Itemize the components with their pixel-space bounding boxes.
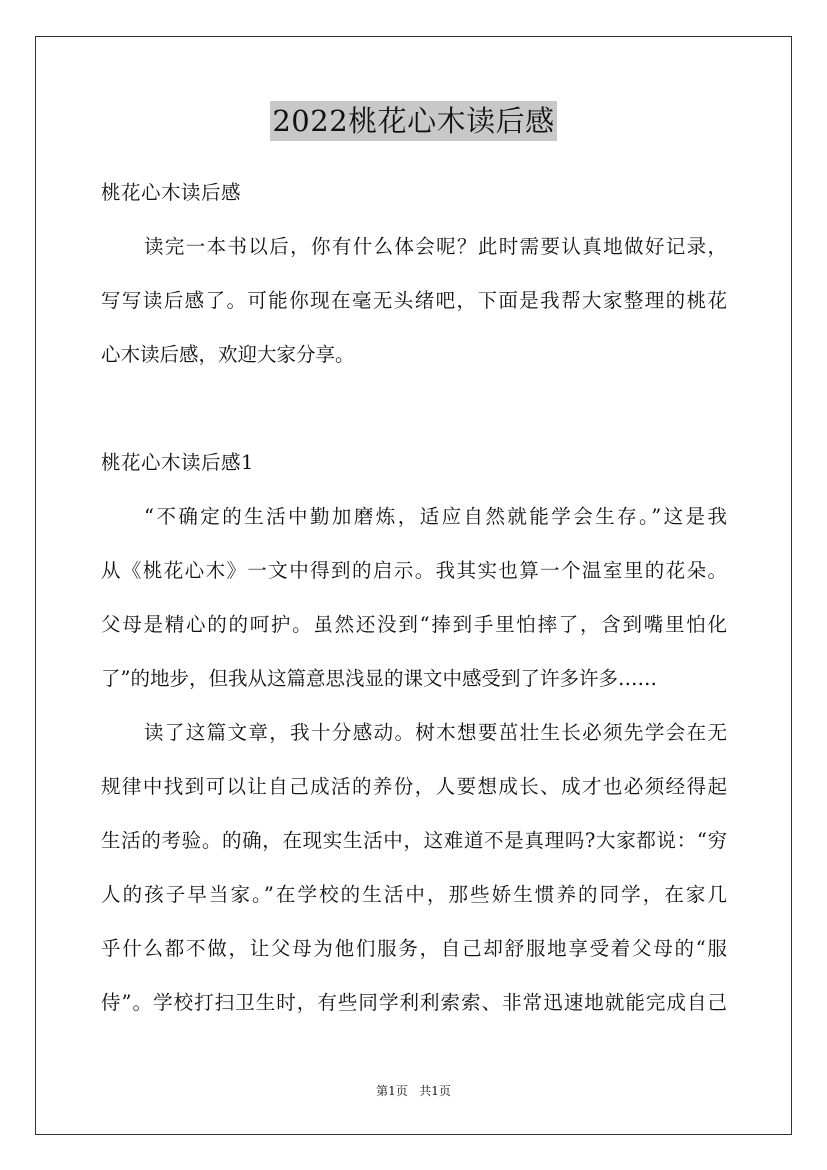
paragraph-line: 乎什么都不做，让父母为他们服务，自己却舒服地享受着父母的“服 bbox=[101, 937, 727, 960]
paragraph-line: 规律中找到可以让自己成活的养份，人要想成长、成才也必须经得起 bbox=[101, 775, 727, 798]
paragraph-line: 从《桃花心木》一文中得到的启示。我其实也算一个温室里的花朵。 bbox=[101, 559, 727, 582]
paragraph-line: “不确定的生活中勤加磨炼，适应自然就能学会生存。”这是我 bbox=[144, 505, 727, 528]
page-footer: 第1页 共1页 bbox=[376, 1084, 451, 1098]
intro-line: 读完一本书以后，你有什么体会呢？此时需要认真地做好记录， bbox=[144, 235, 727, 258]
title-block bbox=[0, 101, 827, 141]
document-heading: 桃花心木读后感 bbox=[101, 181, 242, 204]
paragraph-line: 人的孩子早当家。”在学校的生活中，那些娇生惯养的同学，在家几 bbox=[101, 883, 727, 906]
intro-line: 心木读后感，欢迎大家分享。 bbox=[101, 343, 355, 366]
intro-line: 写写读后感了。可能你现在毫无头绪吧，下面是我帮大家整理的桃花 bbox=[101, 289, 727, 312]
paragraph-line: 侍”。学校打扫卫生时，有些同学利利索索、非常迅速地就能完成自己 bbox=[101, 991, 727, 1014]
paragraph-line: 生活的考验。的确，在现实生活中，这难道不是真理吗?大家都说：“穷 bbox=[101, 829, 727, 852]
paragraph-line: 了”的地步，但我从这篇意思浅显的课文中感受到了许多许多…… bbox=[101, 667, 657, 690]
document-title: 2022桃花心木读后感 bbox=[270, 101, 556, 141]
section-heading: 桃花心木读后感1 bbox=[101, 451, 254, 474]
paragraph-line: 父母是精心的的呵护。虽然还没到“捧到手里怕摔了，含到嘴里怕化 bbox=[101, 613, 727, 636]
paragraph-line: 读了这篇文章，我十分感动。树木想要茁壮生长必须先学会在无 bbox=[144, 721, 727, 744]
